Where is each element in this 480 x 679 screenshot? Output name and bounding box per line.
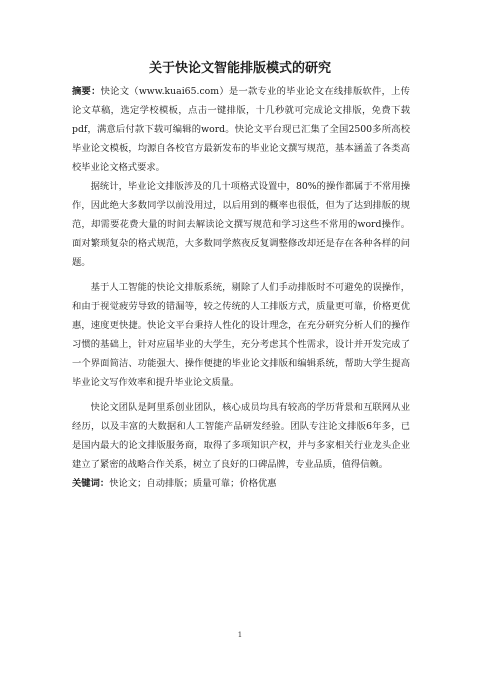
page-number: 1 <box>237 631 243 639</box>
abstract-label: 摘要： <box>72 86 101 97</box>
keywords-paragraph <box>72 474 410 493</box>
document-body <box>72 82 410 493</box>
abstract-text: 快论文（www.kuai65.com）是一款专业的毕业论文在线排版软件，上传论文草稿，选定学校模板，点击一键排版，十几秒就可完成论文排版，免费下载pdf，满意后付款下载可编辑的word。快论文平台现已汇集了全国2500多所高校毕业论文模板，均源自各校官方最新发布的毕业论文撰写规范，基本涵盖了各类高校毕业论文格式要求。 <box>72 86 410 173</box>
body-paragraph-3: 快论文团队是阿里系创业团队，核心成员均具有较高的学历背景和互联网从业经历，以及丰富的大数据和人工智能产品研发经验。团队专注论文排版6年多，已是国内最大的论文排版服务商，取得了多项知识产权，并与多家相关行业龙头企业建立了紧密的战略合作关系，树立了良好的口碑品牌，专业品质，值得信赖。 <box>72 402 410 470</box>
keywords-text: 快论文；自动排版；质量可靠；价格优惠 <box>109 478 277 489</box>
keywords-label: 关键词： <box>72 478 110 489</box>
body-paragraph-1: 据统计，毕业论文排版涉及的几十项格式设置中，80%的操作都属于不常用操作，因此绝大多数同学以前没用过，以后用到的概率也很低，但为了达到排版的规范，却需要花费大量的时间去解读论文撰写规范和学习这些不常用的word操作。面对繁琐复杂的格式规范，大多数同学熬夜反复调整修改却还是存在各种各样的问题。 <box>72 181 410 268</box>
abstract-paragraph <box>72 82 410 177</box>
body-paragraph-2: 基于人工智能的快论文排版系统，剔除了人们手动排版时不可避免的误操作，和由于视觉疲劳导致的错漏等，较之传统的人工排版方式，质量更可靠，价格更优惠，速度更快捷。快论文平台秉持人性化的设计理念，在充分研究分析人们的操作习惯的基础上，针对应届毕业的大学生，充分考虑其个性需求，设计并开发完成了一个界面简洁、功能强大、操作便捷的毕业论文排版和编辑系统，帮助大学生提高毕业论文写作效率和提升毕业论文质量。 <box>72 282 410 388</box>
document-title: 关于快论文智能排版模式的研究 <box>148 61 331 76</box>
